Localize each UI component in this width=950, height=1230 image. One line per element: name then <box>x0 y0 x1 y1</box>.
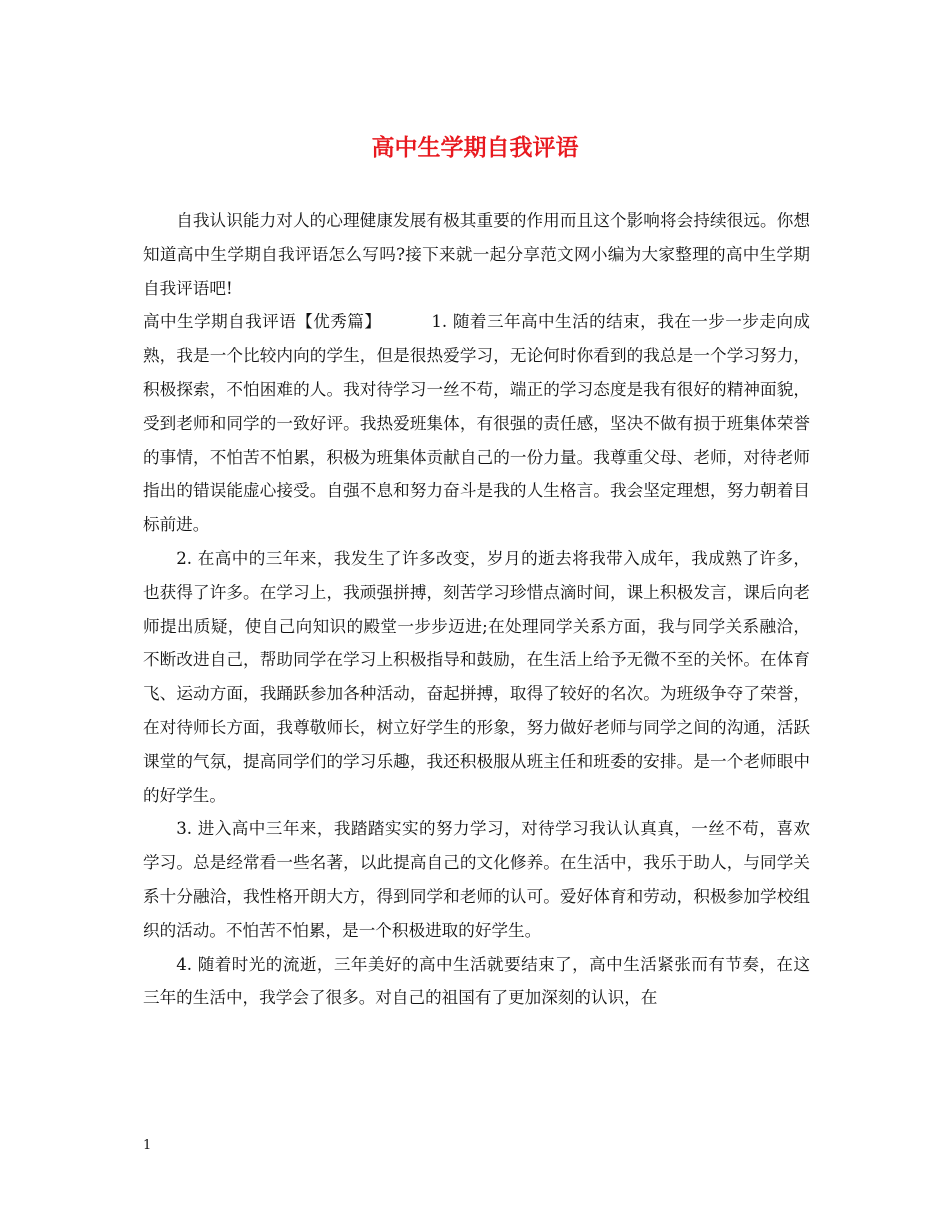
section-heading: 高中生学期自我评语【优秀篇】 <box>143 312 382 332</box>
item-4-paragraph: 4. 随着时光的流逝，三年美好的高中生活就要结束了，高中生活紧张而有节奏，在这三年的生活中，我学会了很多。对自己的祖国有了更加深刻的认识，在 <box>143 954 810 1008</box>
item-2-paragraph: 2. 在高中的三年来，我发生了许多改变，岁月的逝去将我带入成年，我成熟了许多，也获得了许多。在学习上，我顽强拼搏，刻苦学习珍惜点滴时间，课上积极发言，课后向老师提出质疑，使自己向知识的殿堂一步步迈进;在处理同学关系方面，我与同学关系融洽，不断改进自己，帮助同学在学习上积极指导和鼓励，在生活上给予无微不至的关怀。在体育飞、运动方面，我踊跃参加各种活动，奋起拼搏，取得了较好的名次。为班级争夺了荣誉，在对待师长方面，我尊敬师长，树立好学生的形象，努力做好老师与同学之间的沟通，活跃课堂的气氛，提高同学们的学习乐趣，我还积极服从班主任和班委的安排。是一个老师眼中的好学生。 <box>143 548 810 805</box>
item-3-paragraph: 3. 进入高中三年来，我踏踏实实的努力学习，对待学习我认认真真，一丝不苟，喜欢学习。总是经常看一些名著，以此提高自己的文化修养。在生活中，我乐于助人，与同学关系十分融洽，我性格开朗大方，得到同学和老师的认可。爱好体育和劳动，积极参加学校组织的活动。不怕苦不怕累，是一个积极进取的好学生。 <box>143 819 810 940</box>
section-paragraph <box>143 305 810 542</box>
document-body <box>143 204 810 1015</box>
item-1-text: 1. 随着三年高中生活的结束，我在一步一步走向成熟，我是一个比较内向的学生，但是很热爱学习，无论何时你看到的我总是一个学习努力，积极探索，不怕困难的人。我对待学习一丝不苟，端正的学习态度是我有很好的精神面貌，受到老师和同学的一致好评。我热爱班集体，有很强的责任感，坚决不做有损于班集体荣誉的事情，不怕苦不怕累，积极为班集体贡献自己的一份力量。我尊重父母、老师，对待老师指出的错误能虚心接受。自强不息和努力奋斗是我的人生格言。我会坚定理想，努力朝着目标前进。 <box>143 312 810 535</box>
document-title: 高中生学期自我评语 <box>371 134 579 161</box>
page-number: 1 <box>143 1138 152 1153</box>
intro-paragraph: 自我认识能力对人的心理健康发展有极其重要的作用而且这个影响将会持续很远。你想知道高中生学期自我评语怎么写吗?接下来就一起分享范文网小编为大家整理的高中生学期自我评语吧! <box>143 211 810 298</box>
